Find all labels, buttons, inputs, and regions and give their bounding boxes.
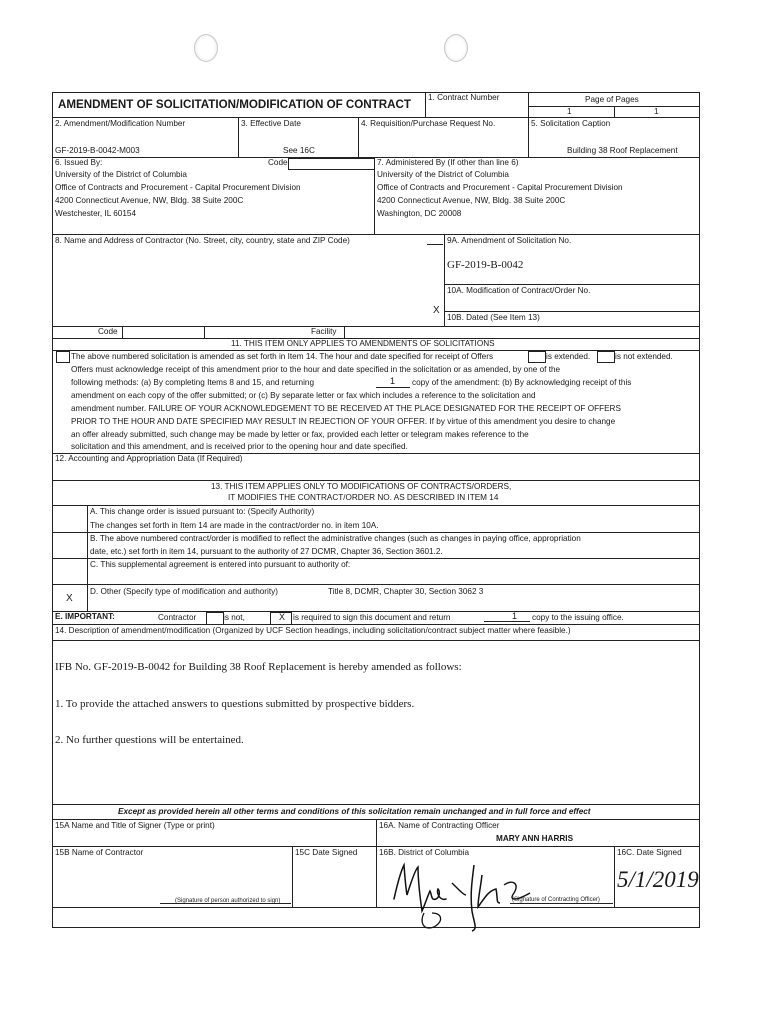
not-extended-checkbox — [597, 351, 615, 363]
x-mark-13d: X — [66, 593, 73, 604]
item-13-c: C. This supplemental agreement is entered into pursuant to authority of: — [90, 560, 351, 569]
contractor-address-label: 8. Name and Address of Contractor (No. Street, city, country, state and ZIP Code) — [55, 236, 350, 245]
item-11-line-f: PRIOR TO THE HOUR AND DATE SPECIFIED MAY RESULT IN REJECTION OF YOUR OFFER. If by virtue of this amendment you desire to change — [71, 417, 616, 426]
item-11-line-a: The above numbered solicitation is amended as set forth in Item 14. The hour and date specified for receipt of Offers — [71, 352, 494, 361]
solicitation-caption-label: 5. Solicitation Caption — [531, 119, 611, 128]
item-11-heading: 11. THIS ITEM ONLY APPLIES TO AMENDMENTS OF SOLICITATIONS — [231, 339, 495, 348]
solicitation-caption-value: Building 38 Roof Replacement — [567, 146, 678, 155]
extended-label: is extended. — [546, 352, 591, 361]
item-13-d-value: Title 8, DCMR, Chapter 30, Section 3062 3 — [328, 587, 484, 596]
amendment-number-label: 2. Amendment/Modification Number — [55, 119, 186, 128]
issued-by-code-box — [288, 158, 375, 170]
item-13-a-line-2: The changes set forth in Item 14 are made in the contract/order no. in item 10A. — [90, 521, 379, 530]
item-11-line-c2: copy of the amendment: (b) By acknowledging receipt of this — [412, 378, 632, 387]
is-required-x: X — [279, 612, 286, 622]
issued-by-line-2: Office of Contracts and Procurement - Capital Procurement Division — [55, 183, 301, 192]
signer-name-label: 15A Name and Title of Signer (Type or print) — [55, 821, 215, 830]
administered-by-label: 7. Administered By (If other than line 6) — [377, 158, 519, 167]
item-11-line-e: amendment number. FAILURE OF YOUR ACKNOWLEDGEMENT TO BE RECEIVED AT THE PLACE DESIGNATED FOR THE RECEIPT OF OFFERS — [71, 404, 621, 413]
item-11-line-b: Offers must acknowledge receipt of this amendment prior to the hour and date specified in the solicitation or as amended, by one of the — [71, 365, 561, 374]
issued-by-line-3: 4200 Connecticut Avenue, NW, Bldg. 38 Suite 200C — [55, 196, 244, 205]
item-11-copies: 1 — [390, 376, 396, 386]
issued-by-label: 6. Issued By: — [55, 158, 103, 167]
page-number: 1 — [567, 107, 572, 116]
effective-date-value: See 16C — [283, 146, 315, 155]
important-copies: 1 — [512, 611, 518, 621]
effective-date-label: 3. Effective Date — [241, 119, 301, 128]
important-is-not: is not, — [223, 613, 245, 622]
description-paragraph-1: IFB No. GF-2019-B-0042 for Building 38 Roof Replacement is hereby amended as follows: — [55, 661, 462, 673]
administered-by-line-1: University of the District of Columbia — [377, 170, 509, 179]
solicitation-amendment-value: GF-2019-B-0042 — [447, 259, 524, 271]
extended-checkbox — [528, 351, 546, 363]
dated-label: 10B. Dated (See Item 13) — [447, 313, 540, 322]
administered-by-line-3: 4200 Connecticut Avenue, NW, Bldg. 38 Suite 200C — [377, 196, 566, 205]
item-11-line-g: an offer already submitted, such change may be made by letter or fax, provided each letter or telegram makes reference to the — [71, 430, 529, 439]
except-statement: Except as provided herein all other terms and conditions of this solicitation remain unchanged and in full force and effect — [118, 807, 591, 816]
item-13-a-line-1: A. This change order is issued pursuant to: (Specify Authority) — [90, 507, 315, 516]
punch-hole-left — [194, 34, 218, 62]
solicitation-amendment-label: 9A. Amendment of Solicitation No. — [447, 236, 572, 245]
important-label: E. IMPORTANT: — [55, 612, 115, 621]
item-13-heading-2: IT MODIFIES THE CONTRACT/ORDER NO. AS DESCRIBED IN ITEM 14 — [228, 493, 499, 502]
administered-by-line-4: Washington, DC 20008 — [377, 209, 462, 218]
administered-by-line-2: Office of Contracts and Procurement - Capital Procurement Division — [377, 183, 623, 192]
page-of-pages-label: Page of Pages — [585, 95, 639, 104]
contracting-officer-signature — [380, 855, 560, 933]
item-13-d: D. Other (Specify type of modification and authority) — [90, 587, 278, 596]
contractor-date-label: 15C Date Signed — [295, 848, 358, 857]
item-11-line-c1: following methods: (a) By completing Items 8 and 15, and returning — [71, 378, 315, 387]
officer-signature-note: (Signature of Contracting Officer) — [512, 897, 600, 903]
amendment-number-value: GF-2019-B-0042-M003 — [55, 146, 140, 155]
issued-by-line-4: Westchester, IL 60154 — [55, 209, 137, 218]
issued-by-code-label: Code — [268, 158, 288, 167]
contractor-signature-note: (Signature of person authorized to sign) — [175, 898, 281, 904]
district-label: 16B. District of Columbia — [379, 848, 470, 857]
not-extended-label: is not extended. — [615, 352, 673, 361]
accounting-data-label: 12. Accounting and Appropriation Data (If Required) — [55, 454, 243, 463]
important-contractor: Contractor — [158, 613, 197, 622]
is-not-checkbox — [206, 612, 224, 625]
item-11-checkbox — [56, 351, 70, 363]
contract-number-label: 1. Contract Number — [428, 93, 500, 102]
contracting-officer-label: 16A. Name of Contracting Officer — [379, 821, 500, 830]
facility-label: Facility — [311, 327, 337, 336]
description-paragraph-3: 2. No further questions will be entertained. — [55, 734, 244, 746]
contractor-name-label: 15B Name of Contractor — [55, 848, 144, 857]
description-paragraph-2: 1. To provide the attached answers to questions submitted by prospective bidders. — [55, 698, 415, 710]
x-mark-10: X — [433, 305, 440, 316]
item-11-line-h: solicitation and this amendment, and is received prior to the opening hour and date specified. — [71, 442, 408, 451]
requisition-number-label: 4. Requisition/Purchase Request No. — [361, 119, 496, 128]
punch-hole-right — [444, 34, 468, 62]
item-13-b-line-2: date, etc.) set forth in item 14, pursuant to the authority of 27 DCMR, Chapter 36, Section 3601.2. — [90, 547, 443, 556]
form-title: AMENDMENT OF SOLICITATION/MODIFICATION OF CONTRACT — [58, 98, 411, 111]
item-11-line-d: amendment on each copy of the offer submitted; or (c) By separate letter or fax which includes a reference to the solicitation and — [71, 391, 536, 400]
signed-date: 5/1/2019 — [617, 867, 699, 892]
important-is-required: is required to sign this document and return — [293, 613, 451, 622]
total-pages: 1 — [654, 107, 659, 116]
contracting-officer-name: MARY ANN HARRIS — [496, 834, 574, 843]
issued-by-line-1: University of the District of Columbia — [55, 170, 187, 179]
officer-date-label: 16C. Date Signed — [617, 848, 682, 857]
important-tail: copy to the issuing office. — [532, 613, 624, 622]
item-13-b-line-1: B. The above numbered contract/order is modified to reflect the administrative changes (such as changes in paying office, appropriation — [90, 534, 581, 543]
contract-modification-label: 10A. Modification of Contract/Order No. — [447, 286, 591, 295]
contractor-code-label: Code — [98, 327, 118, 336]
description-label: 14. Description of amendment/modification (Organized by UCF Section headings, including solicitation/contract subject matter where feasible.) — [55, 626, 571, 635]
item-13-heading-1: 13. THIS ITEM APPLIES ONLY TO MODIFICATIONS OF CONTRACTS/ORDERS, — [211, 482, 512, 491]
